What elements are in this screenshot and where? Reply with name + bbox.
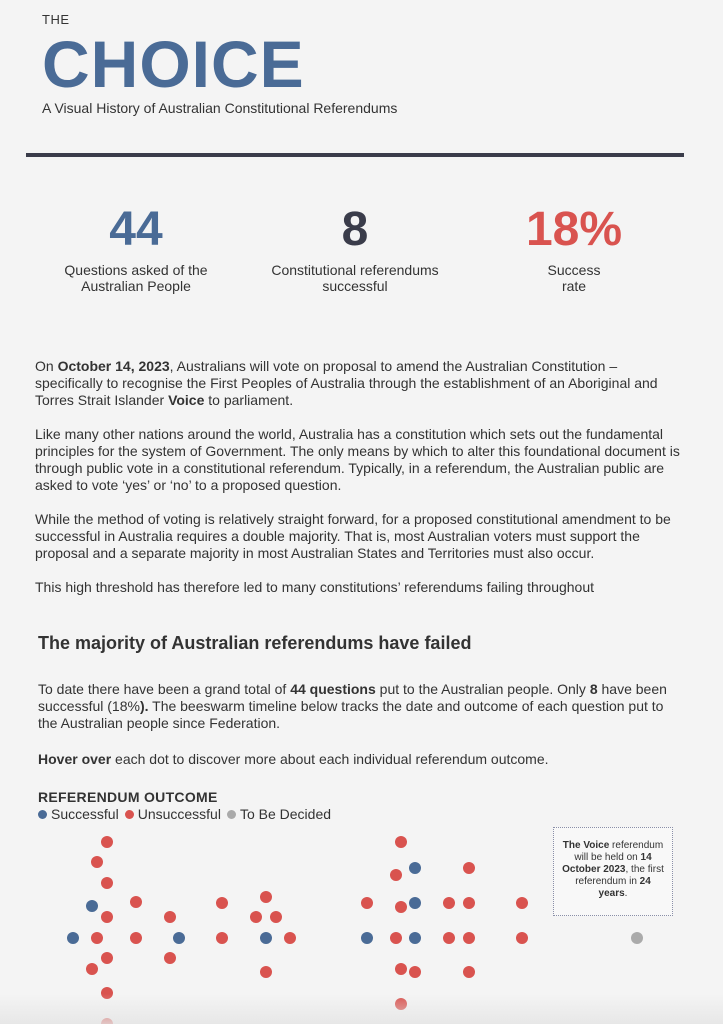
referendum-dot-unsuccessful[interactable]: [250, 911, 262, 923]
referendum-dot-unsuccessful[interactable]: [395, 901, 407, 913]
referendum-dot-unsuccessful[interactable]: [216, 897, 228, 909]
referendum-dot-unsuccessful[interactable]: [101, 987, 113, 999]
header-kicker: THE: [42, 12, 70, 27]
referendum-dot-unsuccessful[interactable]: [463, 862, 475, 874]
referendum-dot-successful[interactable]: [409, 897, 421, 909]
page-subtitle: A Visual History of Australian Constitutional Referendums: [42, 100, 398, 116]
referendum-dot-unsuccessful[interactable]: [164, 952, 176, 964]
section-paragraph-1: To date there have been a grand total of 44 questions put to the Australian people. Only 8 have been successful (18%). The beeswarm timeline below tracks the date and outcome of each question put to the Australian people since Federation.: [38, 681, 667, 731]
referendum-dot-unsuccessful[interactable]: [463, 897, 475, 909]
legend-title: REFERENDUM OUTCOME: [38, 789, 218, 805]
referendum-dot-unsuccessful[interactable]: [260, 891, 272, 903]
referendum-dot-unsuccessful[interactable]: [101, 836, 113, 848]
stat-label: Success rate: [547, 262, 601, 294]
stat-value: 18%: [525, 203, 623, 256]
referendum-dot-unsuccessful[interactable]: [409, 966, 421, 978]
referendum-dot-unsuccessful[interactable]: [395, 963, 407, 975]
referendum-dot-unsuccessful[interactable]: [284, 932, 296, 944]
intro-paragraph-3: While the method of voting is relatively straight forward, for a proposed constitutional amendment to be successful in Australia requires a double majority. That is, most Australian voters must support the proposal and a separate majority in most Australian States and Territories must also occur.: [35, 511, 671, 561]
stat-success-rate: [464, 200, 684, 294]
header-divider: [26, 153, 684, 157]
referendum-dot-unsuccessful[interactable]: [443, 897, 455, 909]
referendum-dot-unsuccessful[interactable]: [390, 932, 402, 944]
intro-paragraph-2: Like many other nations around the world, Australia has a constitution which sets out the fundamental principles for the system of Government. The only means by which to alter this foundational document is through public vote in a constitutional referendum. Typically, in a referendum, the Australian public are asked to vote ‘yes’ or ‘no’ to a proposed question.: [35, 426, 680, 493]
intro-text: [35, 358, 685, 613]
intro-paragraph-4: This high threshold has therefore led to many constitutions’ referendums failing throughout: [35, 579, 595, 595]
referendum-dot-unsuccessful[interactable]: [361, 897, 373, 909]
referendum-dot-unsuccessful[interactable]: [86, 963, 98, 975]
legend-label: Successful: [51, 806, 119, 822]
legend-label: To Be Decided: [239, 806, 332, 822]
referendum-dot-tbd[interactable]: [631, 932, 643, 944]
referendum-dot-successful[interactable]: [173, 932, 185, 944]
referendum-dot-successful[interactable]: [260, 932, 272, 944]
referendum-dot-unsuccessful[interactable]: [216, 932, 228, 944]
referendum-dot-unsuccessful[interactable]: [463, 966, 475, 978]
page-title: CHOICE: [42, 27, 305, 101]
referendum-dot-unsuccessful[interactable]: [516, 897, 528, 909]
section-paragraph-2: Hover over each dot to discover more about each individual referendum outcome.: [38, 751, 549, 767]
stat-questions: [26, 200, 246, 294]
referendum-dot-unsuccessful[interactable]: [463, 932, 475, 944]
referendum-dot-unsuccessful[interactable]: [101, 1018, 113, 1024]
referendum-dot-successful[interactable]: [86, 900, 98, 912]
referendum-dot-unsuccessful[interactable]: [270, 911, 282, 923]
legend-swatch: [125, 810, 134, 819]
stat-label: Questions asked of the Australian People: [64, 262, 208, 294]
referendum-dot-unsuccessful[interactable]: [101, 877, 113, 889]
referendum-dot-unsuccessful[interactable]: [101, 952, 113, 964]
referendum-dot-unsuccessful[interactable]: [390, 869, 402, 881]
referendum-dot-successful[interactable]: [409, 932, 421, 944]
referendum-dot-unsuccessful[interactable]: [395, 998, 407, 1010]
legend-label: Unsuccessful: [137, 806, 221, 822]
referendum-dot-unsuccessful[interactable]: [91, 932, 103, 944]
referendum-dot-unsuccessful[interactable]: [443, 932, 455, 944]
referendum-dot-unsuccessful[interactable]: [91, 856, 103, 868]
referendum-dot-successful[interactable]: [361, 932, 373, 944]
referendum-dot-unsuccessful[interactable]: [130, 932, 142, 944]
referendum-dot-unsuccessful[interactable]: [130, 896, 142, 908]
stat-value: 8: [341, 203, 369, 256]
legend-swatch: [38, 810, 47, 819]
referendum-dot-unsuccessful[interactable]: [101, 911, 113, 923]
section-title: The majority of Australian referendums have failed: [38, 633, 472, 653]
referendum-dot-successful[interactable]: [67, 932, 79, 944]
stat-successful: [245, 200, 465, 294]
referendum-dot-unsuccessful[interactable]: [395, 836, 407, 848]
voice-callout: The Voice referendum will be held on 14 October 2023, the first referendum in 24 years.: [553, 827, 673, 916]
stat-label: Constitutional referendums successful: [271, 262, 439, 294]
referendum-dot-unsuccessful[interactable]: [516, 932, 528, 944]
referendum-dot-successful[interactable]: [409, 862, 421, 874]
stat-value: 44: [109, 203, 163, 256]
legend-swatch: [227, 810, 236, 819]
intro-paragraph-1: On October 14, 2023, Australians will vote on proposal to amend the Australian Constitution – specifically to recognise the First Peoples of Australia through the establishment of an Aboriginal and Torres Strait Islander Voice to parliament.: [35, 358, 658, 408]
referendum-dot-unsuccessful[interactable]: [260, 966, 272, 978]
referendum-dot-unsuccessful[interactable]: [164, 911, 176, 923]
